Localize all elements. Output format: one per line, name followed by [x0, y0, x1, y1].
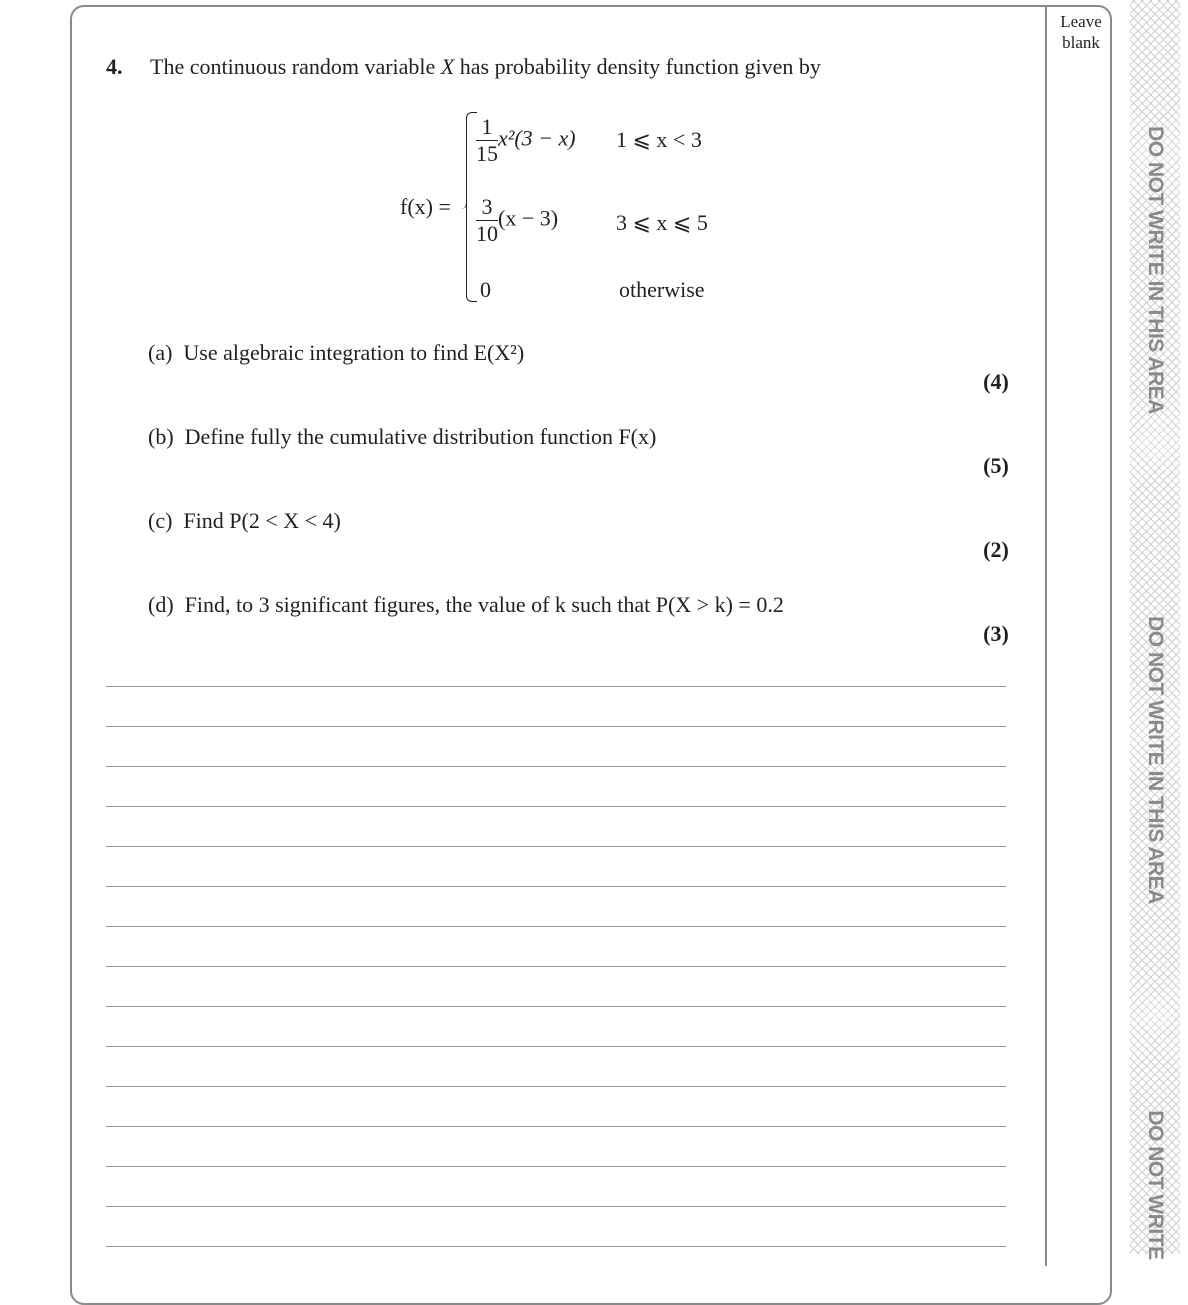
answer-line[interactable] [106, 1206, 1006, 1207]
do-not-write-warning: DO NOT WRITE IN THIS AREA [1144, 616, 1167, 904]
answer-line[interactable] [106, 1006, 1006, 1007]
marks-c: (2) [983, 537, 1009, 562]
pdf-condition-3: otherwise [619, 277, 705, 302]
answer-frame [70, 5, 1112, 1305]
marks-d: (3) [983, 621, 1009, 646]
pdf-lhs: f(x) = [400, 194, 451, 219]
answer-line[interactable] [106, 1126, 1006, 1127]
pdf-condition-1: 1 ⩽ x < 3 [616, 127, 702, 152]
marks-b: (5) [983, 453, 1009, 478]
answer-line[interactable] [106, 806, 1006, 807]
part-d: (d) Find, to 3 significant figures, the value of k such that P(X > k) = 0.2 [148, 592, 784, 617]
answer-line[interactable] [106, 926, 1006, 927]
answer-line[interactable] [106, 726, 1006, 727]
margin-divider [1045, 6, 1047, 1266]
do-not-write-warning: DO NOT WRITE [1144, 1110, 1167, 1260]
answer-line[interactable] [106, 686, 1006, 687]
part-c: (c) Find P(2 < X < 4) [148, 508, 341, 533]
pdf-case-1: $\frac{1}{15}$ x²(3 − x) [476, 114, 576, 166]
part-a: (a) Use algebraic integration to find E(X²) [148, 340, 525, 365]
answer-line[interactable] [106, 1046, 1006, 1047]
answer-line[interactable] [106, 1246, 1006, 1247]
answer-line[interactable] [106, 1086, 1006, 1087]
answer-line[interactable] [106, 1166, 1006, 1167]
answer-line[interactable] [106, 766, 1006, 767]
pdf-case-3: 0 [480, 277, 491, 302]
part-b: (b) Define fully the cumulative distribution function F(x) [148, 424, 657, 449]
answer-line[interactable] [106, 846, 1006, 847]
pdf-condition-2: 3 ⩽ x ⩽ 5 [616, 210, 708, 235]
marks-a: (4) [983, 369, 1009, 394]
pdf-case-2: $\frac{3}{10}$ (x − 3) [476, 194, 559, 246]
question-stem: The continuous random variable X has probability density function given by [150, 54, 821, 79]
answer-line[interactable] [106, 886, 1006, 887]
question-number: 4. [106, 54, 123, 79]
answer-line[interactable] [106, 966, 1006, 967]
leave-blank-label: Leave blank [1060, 12, 1102, 52]
do-not-write-warning: DO NOT WRITE IN THIS AREA [1144, 126, 1167, 414]
